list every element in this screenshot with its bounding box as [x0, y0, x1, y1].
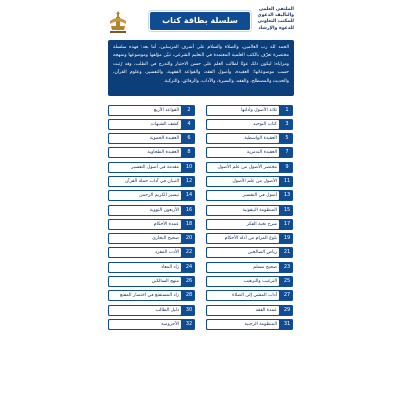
- book-number: 24: [185, 263, 193, 270]
- book-item[interactable]: [206, 305, 293, 316]
- book-item[interactable]: [108, 219, 195, 230]
- book-item[interactable]: [108, 247, 195, 258]
- book-number: 2: [187, 106, 191, 113]
- book-item[interactable]: [206, 205, 293, 216]
- book-title: المنظومة الرحبية: [207, 320, 279, 329]
- book-number: 30: [185, 306, 193, 313]
- book-number: 7: [285, 149, 289, 156]
- book-item[interactable]: [108, 190, 195, 201]
- book-item[interactable]: [206, 319, 293, 330]
- book-item[interactable]: [108, 262, 195, 273]
- book-title: دليل الطالب: [109, 306, 181, 315]
- book-title: شرح نخبة الفكر: [207, 220, 279, 229]
- book-title: المنظومة البيقونية: [207, 206, 279, 215]
- book-item[interactable]: [206, 247, 293, 258]
- book-number: 12: [185, 177, 193, 184]
- book-number: 6: [187, 135, 191, 142]
- book-row: [108, 275, 294, 289]
- book-number: 10: [185, 163, 193, 170]
- book-row: [108, 217, 294, 231]
- book-number: 1: [285, 106, 289, 113]
- book-title: صحيح مسلم: [207, 263, 279, 272]
- book-item[interactable]: [206, 147, 293, 158]
- book-title: زاد المعاد: [109, 263, 181, 272]
- book-number: 22: [185, 249, 193, 256]
- book-row: [108, 189, 294, 203]
- book-row: [108, 117, 294, 131]
- book-item[interactable]: [206, 262, 293, 273]
- book-title: التبيان في آداب حملة القرآن: [109, 177, 181, 186]
- book-item[interactable]: [206, 276, 293, 287]
- book-title: أصول في التفسير: [207, 191, 279, 200]
- page-title: سلسلة بطاقة كتاب: [150, 12, 250, 30]
- book-title: القواعد الأربع: [109, 106, 181, 115]
- book-title: بلوغ المرام من أدلة الأحكام: [207, 234, 279, 243]
- book-title: مختصر الأصول من علم الأصول: [207, 163, 279, 172]
- book-number: 15: [283, 206, 291, 213]
- book-title: عمدة الفقه: [207, 306, 279, 315]
- book-number: 5: [285, 135, 289, 142]
- book-title: العقيدة الواسطية: [207, 134, 279, 143]
- book-item[interactable]: [206, 219, 293, 230]
- book-number: 20: [185, 235, 193, 242]
- book-number: 19: [283, 235, 291, 242]
- book-number: 23: [283, 263, 291, 270]
- book-number: 8: [187, 149, 191, 156]
- book-item[interactable]: [108, 319, 195, 330]
- book-list: [108, 103, 294, 332]
- book-number: 31: [283, 320, 291, 327]
- book-row: [108, 232, 294, 246]
- book-number: 28: [185, 292, 193, 299]
- book-title: آداب المشي إلى الصلاة: [207, 291, 279, 300]
- book-item[interactable]: [206, 233, 293, 244]
- book-title: رياض الصالحين: [207, 248, 279, 257]
- book-title: منهج السالكين: [109, 277, 181, 286]
- book-number: 13: [283, 192, 291, 199]
- book-title: العقيدة الحموية: [109, 134, 181, 143]
- book-row: [108, 160, 294, 174]
- book-row: [108, 260, 294, 274]
- book-row: [108, 203, 294, 217]
- org-line: والتأليف الدعوي: [257, 13, 294, 19]
- intro-text: الحمد لله رب العالمين، والصلاة والسلام على أشرف المرسلين، أما بعد: فهذه سلسلة مختصرة تعرّف بالكتب العلمية المعتمدة في التعليم الشرعي، تبيّن مؤلفها وموضوعها ومنهجه ومزاياه؛ ليكون ذلك عونًا لطالب العلم على حسن الاختيار والتدرج في الطلب، وقد رُتبت حسب موضوعاتها: العقيدة، وأصول الفقه، والقواعد الفقهية، والتفسير، وعلوم القرآن، والحديث والمصطلح، والفقه، والسيرة، والآداب، والرقائق، والتزكية.: [113, 45, 289, 84]
- book-item[interactable]: [108, 133, 195, 144]
- book-title: العقيدة الطحاوية: [109, 148, 181, 157]
- header: [0, 6, 400, 38]
- book-row: [108, 103, 294, 117]
- book-row: [108, 132, 294, 146]
- organization-name: [224, 7, 294, 32]
- book-row: [108, 303, 294, 317]
- book-number: 17: [283, 220, 291, 227]
- book-item[interactable]: [108, 305, 195, 316]
- book-title: صحيح البخاري: [109, 234, 181, 243]
- book-item[interactable]: [206, 133, 293, 144]
- book-title: كتاب التوحيد: [207, 120, 279, 129]
- book-title: كشف الشبهات: [109, 120, 181, 129]
- book-item[interactable]: [108, 205, 195, 216]
- book-number: 18: [185, 220, 193, 227]
- book-row: [108, 174, 294, 188]
- book-item[interactable]: [206, 162, 293, 173]
- book-title: زاد المستقنع في اختصار المقنع: [109, 291, 181, 300]
- book-title: ثلاثة الأصول وأدلتها: [207, 106, 279, 115]
- institution-logo-icon: [107, 9, 129, 35]
- book-number: 25: [283, 278, 291, 285]
- book-title: تيسير الكريم الرحمن: [109, 191, 181, 200]
- book-item[interactable]: [108, 162, 195, 173]
- book-item[interactable]: [108, 119, 195, 130]
- book-item[interactable]: [108, 233, 195, 244]
- book-row: [108, 246, 294, 260]
- book-number: 4: [187, 120, 191, 127]
- book-row: [108, 289, 294, 303]
- org-line: الملتقى العلمي: [258, 7, 294, 12]
- book-number: 16: [185, 206, 193, 213]
- intro-panel: [108, 40, 294, 96]
- book-item[interactable]: [206, 290, 293, 301]
- book-item[interactable]: [108, 276, 195, 287]
- book-title: الآجرومية: [109, 320, 181, 329]
- book-number: 32: [185, 320, 193, 327]
- book-title: الأربعون النووية: [109, 206, 181, 215]
- book-item[interactable]: [206, 190, 293, 201]
- book-title: الأصول من علم الأصول: [207, 177, 279, 186]
- book-item[interactable]: [108, 290, 195, 301]
- book-item[interactable]: [108, 147, 195, 158]
- book-title: الترغيب والترهيب: [207, 277, 279, 286]
- book-item[interactable]: [206, 176, 293, 187]
- book-number: 21: [283, 249, 291, 256]
- book-item[interactable]: [206, 119, 293, 130]
- book-row: [108, 146, 294, 160]
- book-number: 26: [185, 278, 193, 285]
- book-title: مقدمة في أصول التفسير: [109, 163, 181, 172]
- book-title: عمدة الأحكام: [109, 220, 181, 229]
- book-item[interactable]: [206, 105, 293, 116]
- book-number: 14: [185, 192, 193, 199]
- book-number: 3: [285, 120, 289, 127]
- book-title: العقيدة التدمرية: [207, 148, 279, 157]
- book-item[interactable]: [108, 105, 195, 116]
- org-line: للدعوة والإرشاد: [258, 25, 294, 31]
- org-line: للمكتب التعاوني: [257, 19, 294, 25]
- book-item[interactable]: [108, 176, 195, 187]
- book-row: [108, 317, 294, 331]
- book-number: 29: [283, 306, 291, 313]
- book-number: 27: [283, 292, 291, 299]
- book-title: الأدب المفرد: [109, 248, 181, 257]
- book-number: 11: [283, 177, 291, 184]
- book-number: 9: [285, 163, 289, 170]
